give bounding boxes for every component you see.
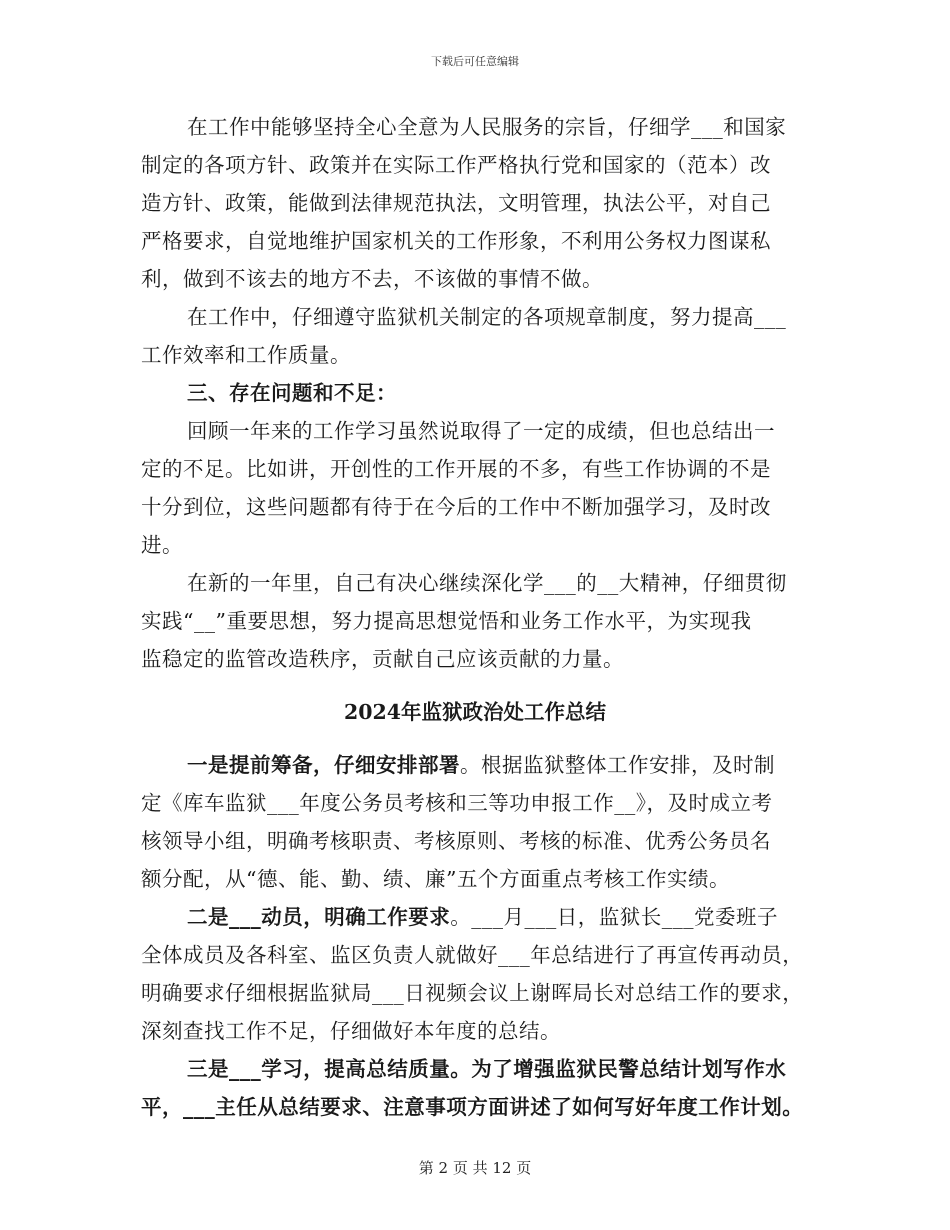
paragraph-line: 造方针、政策，能做到法律规范执法，文明管理，执法公平，对自己 [141,191,771,215]
paragraph-line [141,898,809,936]
paragraph-line: 严格要求，自觉地维护国家机关的工作形象，不利用公务权力图谋私 [141,229,771,253]
item-lead: 二是___动员，明确工作要求 [187,905,451,929]
paragraph-line: 在工作中能够坚持全心全意为人民服务的宗旨，仔细学___和国家 [187,115,787,139]
page-footer: 第 2 页 共 12 页 [418,1159,532,1177]
paragraph-line: 定《库车监狱___年度公务员考核和三等功申报工作__》，及时成立考 [141,791,773,815]
document-title: 2024年监狱政治处工作总结 [343,700,607,724]
paragraph-line: 明确要求仔细根据监狱局___日视频会议上谢晖局长对总结工作的要求， [141,981,804,1005]
paragraph-line: 进。 [141,533,183,557]
paragraph-line: 定的不足。比如讲，开创性的工作开展的不多，有些工作协调的不是 [141,457,771,481]
paragraph-line: 回顾一年来的工作学习虽然说取得了一定的成绩，但也总结出一 [187,419,775,443]
paragraph-line: 监稳定的监管改造秩序，贡献自己应该贡献的力量。 [141,647,624,671]
paragraph-line: 三是___学习，提高总结质量。为了增强监狱民警总结计划写作水 [187,1057,787,1081]
paragraph-line: 十分到位，这些问题都有待于在今后的工作中不断加强学习，及时改 [141,495,771,519]
section-heading: 三、存在问题和不足： [187,381,397,405]
paragraph-line: 实践“__”重要思想，努力提高思想觉悟和业务工作水平，为实现我 [141,609,752,633]
item-text: 。___月___日，监狱长___党委班子 [450,905,778,929]
paragraph-line: 平，___主任从总结要求、注意事项方面讲述了如何写好年度工作计划。 [141,1095,804,1119]
paragraph-line: 利，做到不该去的地方不去，不该做的事情不做。 [141,267,603,291]
paragraph-line: 全体成员及各科室、监区负责人就做好___年总结进行了再宣传再动员， [141,943,804,967]
page-header: 下载后可任意编辑 [431,55,519,68]
paragraph-line: 核领导小组，明确考核职责、考核原则、考核的标准、优秀公务员名 [141,829,771,853]
item-text: 。根据监狱整体工作安排，及时制 [460,753,775,777]
item-lead: 一是提前筹备，仔细安排部署 [187,753,460,777]
paragraph-line [141,746,809,784]
paragraph-line: 深刻查找工作不足，仔细做好本年度的总结。 [141,1019,561,1043]
paragraph-line: 工作效率和工作质量。 [141,343,351,367]
paragraph-line: 额分配，从“德、能、勤、绩、廉”五个方面重点考核工作实绩。 [141,867,730,891]
paragraph-line: 在新的一年里，自己有决心继续深化学___的__大精神，仔细贯彻 [187,571,787,595]
paragraph-line: 制定的各项方针、政策并在实际工作严格执行党和国家的（范本）改 [141,153,771,177]
document-body [141,108,809,1126]
paragraph-line: 在工作中，仔细遵守监狱机关制定的各项规章制度，努力提高___ [187,305,787,329]
